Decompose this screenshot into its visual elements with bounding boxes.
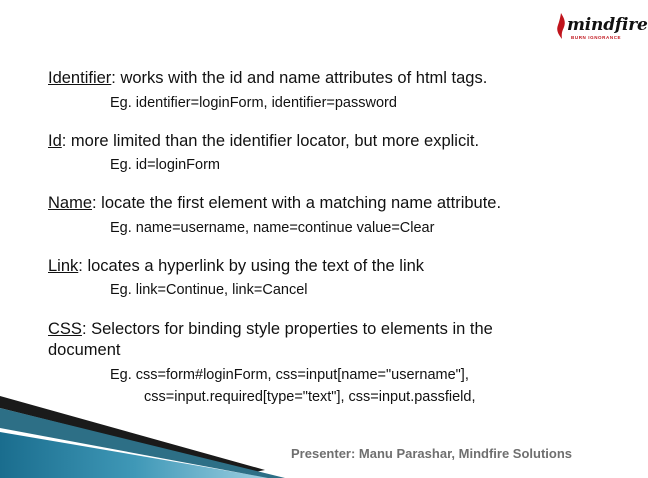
term-label: Identifier [48, 69, 112, 87]
entry-css [48, 319, 493, 339]
term-label: Link [48, 257, 79, 275]
example-text: Eg. link=Continue, link=Cancel [110, 282, 308, 298]
example-text: Eg. name=username, name=continue value=Clear [110, 220, 435, 236]
entry-link [48, 256, 424, 276]
entry-name [48, 193, 501, 213]
entry-identifier [48, 68, 487, 88]
presenter-footer: Presenter: Manu Parashar, Mindfire Solutions [291, 446, 573, 461]
term-description: : Selectors for binding style properties to elements in the [81, 320, 493, 338]
decorative-swoosh [0, 380, 638, 478]
logo-tagline: BURN IGNORANCE [571, 35, 622, 40]
term-label: CSS [48, 320, 82, 338]
term-description: : locate the first element with a matching name attribute. [92, 194, 502, 212]
term-label: Id [48, 132, 62, 150]
example-text: Eg. id=loginForm [110, 157, 221, 173]
company-logo [553, 10, 648, 46]
example-text: Eg. identifier=loginForm, identifier=password [110, 95, 397, 111]
term-label: Name [48, 194, 93, 212]
example-text: Eg. css=form#loginForm, css=input[name="username"], [110, 367, 469, 383]
entry-id [48, 131, 479, 151]
term-description: : more limited than the identifier locator, but more explicit. [61, 132, 480, 150]
term-description: : works with the id and name attributes of html tags. [111, 69, 488, 87]
logo-wordmark: mindfire [567, 15, 648, 35]
term-description-continued: document [48, 341, 121, 359]
term-description: : locates a hyperlink by using the text of the link [78, 257, 425, 275]
example-text: css=input.required[type="text"], css=input.passfield, [144, 389, 476, 405]
flame-icon [555, 12, 567, 40]
